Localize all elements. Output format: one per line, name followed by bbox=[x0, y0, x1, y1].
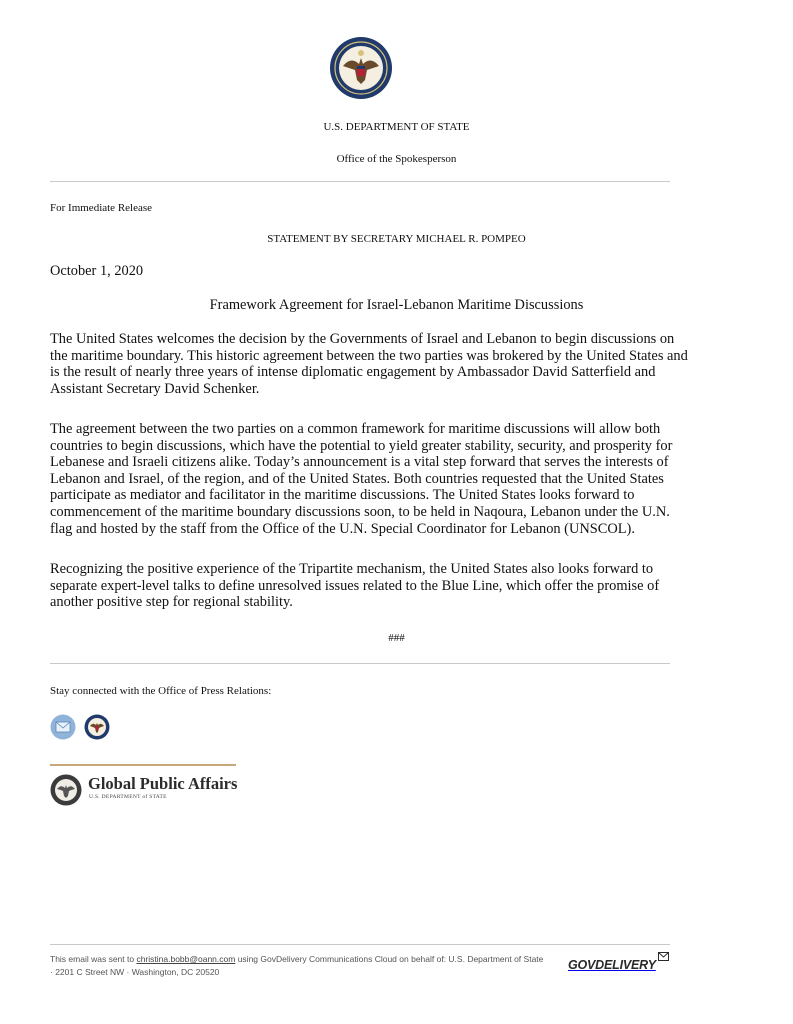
release-label: For Immediate Release bbox=[50, 202, 153, 214]
govdelivery-logo[interactable] bbox=[568, 956, 664, 976]
paragraph-2: The agreement between the two parties on a common framework for maritime discussions will allow both countries to begin discussions, which have the potential to yield greater stability, security, and prosperity for Lebanese and Israeli citizens alike. Today’s announcement is a vital step forward that serves the interests of Lebanon and Israel, of the region, and of the United States. Both countries requested that the United States participate as mediator and facilitator in the maritime discussions. The United States looks forward to commencement of the maritime boundary discussions soon, to be held in Naqoura, Lebanon under the U.N. flag and hosted by the staff from the Office of the U.N. Special Coordinator for Lebanon (UNSCOL). bbox=[50, 421, 673, 537]
release-date: October 1, 2020 bbox=[50, 263, 144, 279]
statement-by: STATEMENT BY SECRETARY MICHAEL R. POMPEO bbox=[267, 233, 526, 245]
divider bbox=[50, 181, 670, 182]
recipient-email-link[interactable]: christina.bobb@oann.com bbox=[136, 954, 236, 964]
office-name: Office of the Spokesperson bbox=[336, 153, 457, 165]
gold-divider bbox=[50, 764, 236, 766]
state-seal-icon[interactable] bbox=[84, 714, 110, 740]
gpa-subtitle: U.S. DEPARTMENT of STATE bbox=[89, 794, 167, 800]
gpa-seal-icon bbox=[50, 774, 82, 811]
paragraph-3: Recognizing the positive experience of the Tripartite mechanism, the United States also looks forward to separate expert-level talks to define unresolved issues related to the Blue Line, which offer the promise of another positive step for regional stability. bbox=[50, 561, 660, 611]
email-icon[interactable] bbox=[50, 714, 76, 740]
address: · 2201 C Street NW · Washington, DC 20520 bbox=[50, 966, 220, 977]
gpa-brand: Global Public Affairs bbox=[88, 774, 238, 793]
disclaimer-suffix: using GovDelivery Communications Cloud on behalf of: U.S. Department of State bbox=[235, 954, 544, 964]
department-name: U.S. DEPARTMENT OF STATE bbox=[323, 121, 470, 133]
release-title: Framework Agreement for Israel-Lebanon Maritime Discussions bbox=[209, 297, 584, 313]
divider bbox=[50, 944, 670, 945]
disclaimer-prefix: This email was sent to bbox=[50, 954, 137, 964]
govdelivery-logo-text: GOVDELIVERY bbox=[568, 958, 656, 972]
envelope-icon bbox=[658, 952, 669, 961]
disclaimer bbox=[50, 953, 570, 978]
divider bbox=[50, 663, 670, 664]
stay-connected-text: Stay connected with the Office of Press Relations: bbox=[50, 685, 272, 697]
paragraph-1: The United States welcomes the decision by the Governments of Israel and Lebanon to begin discussions on the maritime boundary. This historic agreement between the two parties was brokered by the United States and is the result of nearly three years of intense diplomatic engagement by Ambassador David Satterfield and Assistant Secretary David Schenker. bbox=[50, 331, 688, 397]
end-marker: ### bbox=[388, 632, 405, 644]
state-department-seal-icon bbox=[329, 36, 393, 100]
